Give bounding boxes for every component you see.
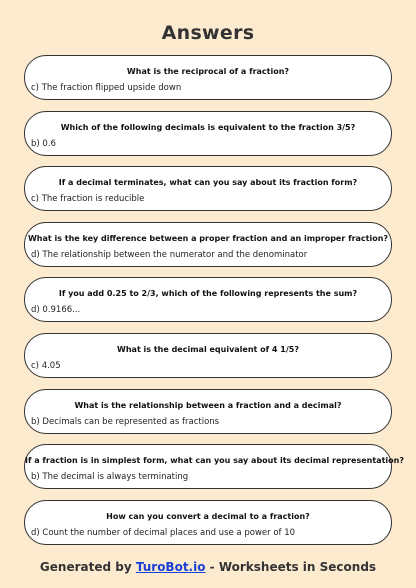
answer-card <box>24 277 392 322</box>
answer-card <box>24 166 392 211</box>
answer-card <box>24 500 392 545</box>
answer-text: c) The fraction flipped upside down <box>31 83 182 93</box>
answer-text: d) 0.9166... <box>31 305 81 316</box>
answer-text: d) Count the number of decimal places and use a power of 10 <box>31 527 296 538</box>
answer-card <box>24 389 392 434</box>
question-text: If a fraction is in simplest form, what can you say about its decimal representation? <box>25 456 404 466</box>
question-text: How can you convert a decimal to a fraction? <box>106 511 310 521</box>
answer-text: b) 0.6 <box>31 138 56 149</box>
question-text: What is the key difference between a proper fraction and an improper fraction? <box>27 233 389 243</box>
question-text: What is the reciprocal of a fraction? <box>126 67 290 76</box>
footer <box>0 560 416 574</box>
footer-suffix: - Worksheets in Seconds <box>209 560 377 574</box>
answer-text: b) Decimals can be represented as fractions <box>31 416 220 427</box>
question-text: If you add 0.25 to 2/3, which of the following represents the sum? <box>58 289 358 299</box>
answer-card <box>24 333 392 378</box>
answer-text: d) The relationship between the numerator and the denominator <box>31 249 308 260</box>
footer-prefix: Generated by <box>39 560 132 574</box>
page-title: Answers <box>161 22 255 44</box>
answer-card <box>24 55 392 100</box>
question-text: Which of the following decimals is equivalent to the fraction 3/5? <box>60 122 356 132</box>
question-text: What is the decimal equivalent of 4 1/5? <box>117 344 299 354</box>
answer-card <box>24 222 392 267</box>
answer-list <box>24 55 404 555</box>
answer-card <box>24 444 404 489</box>
question-text: If a decimal terminates, what can you say about its fraction form? <box>58 178 358 188</box>
answer-text: c) 4.05 <box>31 360 61 371</box>
turobot-link[interactable]: TuroBot.io <box>135 560 206 574</box>
question-text: What is the relationship between a fraction and a decimal? <box>74 400 342 410</box>
answer-text: c) The fraction is reducible <box>31 194 145 205</box>
answer-card <box>24 111 392 156</box>
answer-text: b) The decimal is always terminating <box>31 472 189 483</box>
